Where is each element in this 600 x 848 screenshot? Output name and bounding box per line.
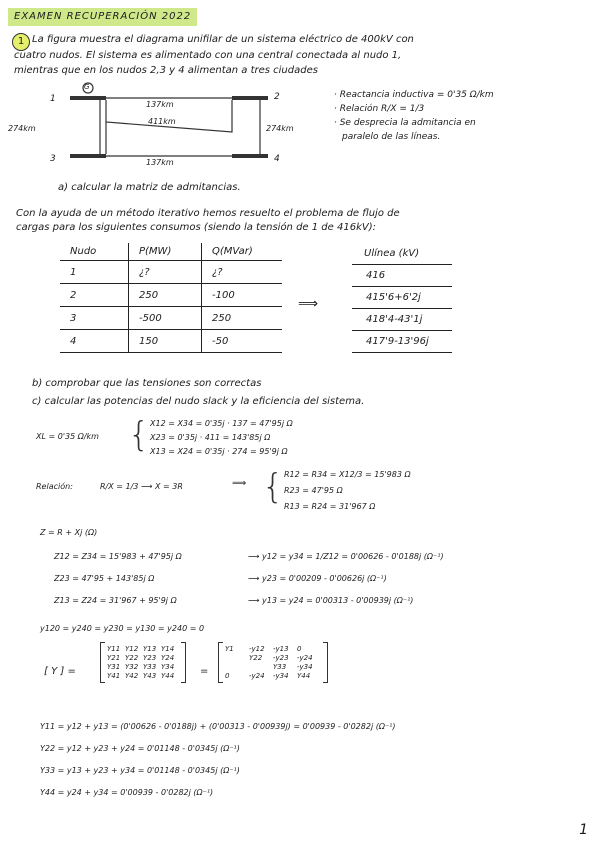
label-line-top: 137km <box>146 100 174 109</box>
matrix-cell: -y23 <box>273 654 289 662</box>
part-a: a) calcular la matriz de admitancias. <box>58 182 241 193</box>
matrix-cell <box>225 654 249 662</box>
y-line: ⟶ y12 = y34 = 1/Z12 = 0'00626 - 0'0188j (Ω⁻¹) <box>248 552 444 561</box>
z-line: Z13 = Z24 = 31'967 + 95'9j Ω <box>54 596 177 605</box>
matrix-cell: 0 <box>297 645 302 653</box>
z-line: Z23 = 47'95 + 143'85j Ω <box>54 574 155 583</box>
x-line: X23 = 0'35j · 411 = 143'85j Ω <box>150 433 271 442</box>
matrix-equals: = <box>200 666 209 677</box>
label-line-right: 274km <box>266 124 294 133</box>
table-cell: 4 <box>60 330 129 353</box>
table-cell: ¿? <box>129 261 202 284</box>
r-line: R23 = 47'95 Ω <box>284 486 343 495</box>
diag-y22: Y22 = y12 + y23 + y24 = 0'01148 - 0'0345j (Ω⁻¹) <box>40 744 240 753</box>
table-cell: ¿? <box>202 261 283 284</box>
iterative-text-2: cargas para los siguientes consumos (siendo la tensión de 1 de 416kV): <box>16 222 376 233</box>
matrix-cell: Y32 <box>125 663 139 671</box>
table-row <box>60 330 282 353</box>
intro-line-3: mientras que en los nudos 2,3 y 4 alimentan a tres ciudades <box>14 65 318 76</box>
node-label-1: 1 <box>50 94 56 104</box>
note-admittance-2: paralelo de las líneas. <box>342 132 441 142</box>
node-label-2: 2 <box>274 92 280 102</box>
zero-shunt-line: y120 = y240 = y230 = y130 = y240 = 0 <box>40 624 205 633</box>
label-line-middle: 411km <box>148 117 176 126</box>
bus-4 <box>232 154 268 158</box>
brace-icon: { <box>128 415 150 455</box>
table-cell: 1 <box>60 261 129 284</box>
load-table <box>60 243 282 353</box>
table-header: Q(MVar) <box>202 243 283 261</box>
r-line: R12 = R34 = X12/3 = 15'983 Ω <box>284 470 411 479</box>
relation-label: Relación: <box>36 482 73 491</box>
table-cell: 150 <box>129 330 202 353</box>
bus-3 <box>70 154 106 158</box>
exam-title: EXAMEN RECUPERACIÓN 2022 <box>8 8 197 26</box>
matrix-cell: Y22 <box>125 654 139 662</box>
matrix-cell: Y33 <box>143 663 157 671</box>
matrix-cell: -y13 <box>273 645 289 653</box>
table-row <box>60 284 282 307</box>
page-number: 1 <box>579 822 588 838</box>
table-row <box>60 261 282 284</box>
table-cell: 3 <box>60 307 129 330</box>
ybus-label: [ Y ] = <box>44 666 76 677</box>
voltage-value: 415'6+6'2j <box>352 287 452 309</box>
label-line-left: 274km <box>8 124 36 133</box>
intro-line-2: cuatro nudos. El sistema es alimentado con una central conectada al nudo 1, <box>14 50 402 61</box>
relation-equation: R/X = 1/3 ⟶ X = 3R <box>100 482 183 491</box>
intro-line-1: La figura muestra el diagrama unifilar de un sistema eléctrico de 400kV con <box>32 34 414 45</box>
z-definition: Z = R + Xj (Ω) <box>40 528 98 537</box>
matrix-cell: Y34 <box>161 663 175 671</box>
voltage-value: 417'9-13'96j <box>352 331 452 353</box>
table-cell: 250 <box>129 284 202 307</box>
problem-number: 1 <box>12 33 30 51</box>
implies-arrow-icon: ⟹ <box>298 296 319 312</box>
generator-label: G <box>84 83 90 91</box>
r-line: R13 = R24 = 31'967 Ω <box>284 502 376 511</box>
x-line: X12 = X34 = 0'35j · 137 = 47'95j Ω <box>150 419 293 428</box>
node-label-4: 4 <box>274 154 280 164</box>
matrix-cell: Y23 <box>143 654 157 662</box>
x-line: X13 = X24 = 0'35j · 274 = 95'9j Ω <box>150 447 288 456</box>
z-line: Z12 = Z34 = 15'983 + 47'95j Ω <box>54 552 182 561</box>
matrix-cell <box>249 663 273 671</box>
table-header: Nudo <box>60 243 129 261</box>
matrix-cell: Y42 <box>125 672 139 680</box>
brace-icon: { <box>262 467 284 507</box>
diag-y11: Y11 = y12 + y13 = (0'00626 - 0'0188j) + (0'00313 - 0'00939j) = 0'00939 - 0'0282j (Ω⁻¹) <box>40 722 396 731</box>
bus-2 <box>232 96 268 100</box>
matrix-cell: -y12 <box>249 645 265 653</box>
matrix-cell: Y44 <box>297 672 311 680</box>
matrix-cell: Y33 <box>273 663 287 671</box>
iterative-text-1: Con la ayuda de un método iterativo hemos resuelto el problema de flujo de <box>16 208 400 219</box>
ybus-expanded-matrix <box>218 642 328 683</box>
voltage-list <box>352 243 452 353</box>
voltage-value: 416 <box>352 265 452 287</box>
table-header: P(MW) <box>129 243 202 261</box>
matrix-cell: 0 <box>225 672 230 680</box>
ybus-symbolic-matrix <box>100 642 186 683</box>
diag-y33: Y33 = y13 + y23 + y34 = 0'01148 - 0'0345j (Ω⁻¹) <box>40 766 240 775</box>
y-line: ⟶ y23 = 0'00209 - 0'00626j (Ω⁻¹) <box>248 574 387 583</box>
part-c: c) calcular las potencias del nudo slack y la eficiencia del sistema. <box>32 396 365 407</box>
matrix-cell: Y44 <box>161 672 175 680</box>
table-header-row <box>60 243 282 261</box>
matrix-cell: Y14 <box>161 645 175 653</box>
table-cell: 2 <box>60 284 129 307</box>
table-row <box>60 307 282 330</box>
matrix-cell: Y12 <box>125 645 139 653</box>
matrix-cell: Y43 <box>143 672 157 680</box>
matrix-cell: Y13 <box>143 645 157 653</box>
matrix-cell <box>225 663 249 671</box>
bus-1 <box>70 96 106 100</box>
matrix-cell: Y41 <box>107 672 121 680</box>
matrix-cell: -y34 <box>297 663 313 671</box>
part-b: b) comprobar que las tensiones son correctas <box>32 378 262 389</box>
y-line: ⟶ y13 = y24 = 0'00313 - 0'00939j (Ω⁻¹) <box>248 596 414 605</box>
matrix-cell: -y24 <box>297 654 313 662</box>
note-reactance: · Reactancia inductiva = 0'35 Ω/km <box>334 90 494 100</box>
matrix-cell: Y1 <box>225 645 234 653</box>
matrix-cell: Y24 <box>161 654 175 662</box>
matrix-cell: -y34 <box>273 672 289 680</box>
table-cell: -100 <box>202 284 283 307</box>
matrix-cell: Y22 <box>249 654 263 662</box>
matrix-cell: Y11 <box>107 645 121 653</box>
label-line-bottom: 137km <box>146 158 174 167</box>
diag-y44: Y44 = y24 + y34 = 0'00939 - 0'0282j (Ω⁻¹) <box>40 788 214 797</box>
note-admittance-1: · Se desprecia la admitancia en <box>334 118 476 128</box>
single-line-diagram <box>8 82 320 172</box>
note-ratio: · Relación R/X = 1/3 <box>334 104 425 114</box>
voltage-header: Ulínea (kV) <box>352 243 452 265</box>
node-label-3: 3 <box>50 154 56 164</box>
table-cell: -50 <box>202 330 283 353</box>
table-cell: -500 <box>129 307 202 330</box>
matrix-cell: Y21 <box>107 654 121 662</box>
matrix-cell: Y31 <box>107 663 121 671</box>
voltage-value: 418'4-43'1j <box>352 309 452 331</box>
table-cell: 250 <box>202 307 283 330</box>
relation-arrow-icon: ⟹ <box>232 478 247 489</box>
xl-definition: XL = 0'35 Ω/km <box>36 432 99 441</box>
matrix-cell: -y24 <box>249 672 265 680</box>
